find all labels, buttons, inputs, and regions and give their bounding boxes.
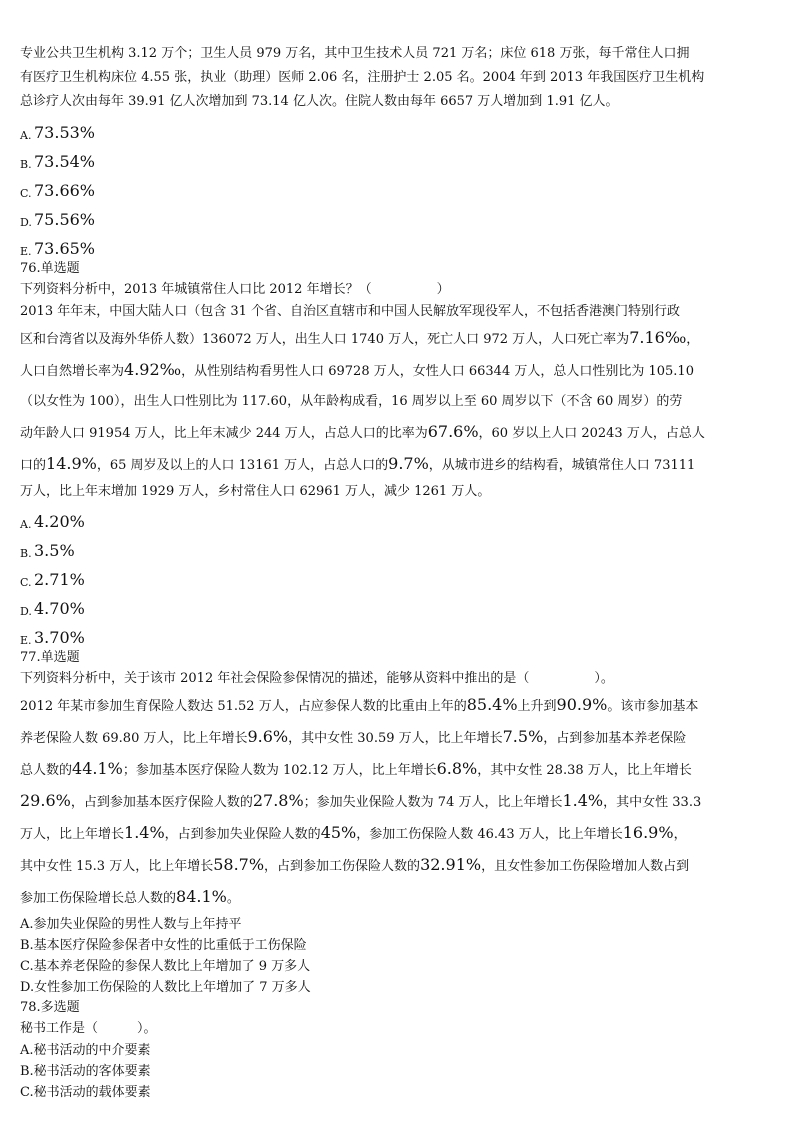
option-c[interactable]: C.秘书活动的载体要素: [20, 1085, 151, 1100]
q76-options: [20, 503, 780, 648]
option-e[interactable]: E. 3.70%: [20, 628, 85, 647]
passage-line: 总人数的44.1%；参加基本医疗保险人数为 102.12 万人，比上年增长6.8%，其中女性 28.38 万人，比上年增长: [20, 759, 692, 778]
q75-intro: [20, 42, 780, 114]
option-d[interactable]: D. 75.56%: [20, 210, 96, 229]
passage-line: （以女性为 100），出生人口性别比为 117.60，从年龄构成看，16 周岁以上至 60 周岁以下（不含 60 周岁）的劳: [20, 394, 683, 409]
intro-line: 有医疗卫生机构床位 4.55 张，执业（助理）医师 2.06 名，注册护士 2.05 名。2004 年到 2013 年我国医疗卫生机构: [20, 70, 705, 85]
passage-line: 参加工伤保险增长总人数的84.1%。: [20, 887, 240, 906]
passage-line: 人口自然增长率为4.92‰，从性别结构看男性人口 69728 万人，女性人口 66344 万人，总人口性别比为 105.10: [20, 360, 694, 379]
q75-options: [20, 114, 780, 259]
question-text: 秘书工作是（ ）。: [20, 1021, 157, 1036]
option-c[interactable]: C. 73.66%: [20, 181, 96, 200]
option-b[interactable]: B.秘书活动的客体要素: [20, 1064, 151, 1079]
passage-line: 其中女性 15.3 万人，比上年增长58.7%，占到参加工伤保险人数的32.91%，且女性参加工伤保险增加人数占到: [20, 855, 690, 874]
option-b[interactable]: B. 3.5%: [20, 541, 75, 560]
question-header: 78.多选题: [20, 1000, 80, 1015]
option-a[interactable]: A. 4.20%: [20, 512, 85, 531]
passage-line: 区和台湾省以及海外华侨人数）136072 万人，出生人口 1740 万人，死亡人口 972 万人，人口死亡率为7.16‰，: [20, 328, 700, 347]
question-header: 77.单选题: [20, 650, 80, 665]
option-a[interactable]: A. 73.53%: [20, 123, 96, 142]
option-b[interactable]: B. 73.54%: [20, 152, 96, 171]
question-76: [20, 259, 780, 648]
option-e[interactable]: E. 73.65%: [20, 239, 96, 258]
passage-line: 万人，比上年末增加 1929 万人，乡村常住人口 62961 万人，减少 1261 万人。: [20, 484, 491, 499]
page: [20, 42, 780, 1103]
passage-line: 养老保险人数 69.80 万人，比上年增长9.6%，其中女性 30.59 万人，比上年增长7.5%，占到参加基本养老保险: [20, 727, 687, 746]
q77-options: [20, 914, 780, 998]
option-c[interactable]: C. 2.71%: [20, 570, 85, 589]
question-text: 下列资料分析中，2013 年城镇常住人口比 2012 年增长？（ ）: [20, 282, 450, 297]
passage-line: 2012 年某市参加生育保险人数达 51.52 万人，占应参保人数的比重由上年的85.4%上升到90.9%。该市参加基本: [20, 695, 699, 714]
passage-line: 口的14.9%，65 周岁及以上的人口 13161 万人，占总人口的9.7%，从城市进乡的结构看，城镇常住人口 73111: [20, 454, 696, 473]
passage-line: 动年龄人口 91954 万人，比上年末减少 244 万人，占总人口的比率为67.6%，60 岁以上人口 20243 万人，占总人: [20, 422, 705, 441]
option-d[interactable]: D. 4.70%: [20, 599, 85, 618]
option-c[interactable]: C.基本养老保险的参保人数比上年增加了 9 万多人: [20, 959, 311, 974]
option-a[interactable]: A.参加失业保险的男性人数与上年持平: [20, 917, 242, 932]
question-header: 76.单选题: [20, 261, 80, 276]
question-78: [20, 998, 780, 1103]
passage-line: 29.6%，占到参加基本医疗保险人数的27.8%；参加失业保险人数为 74 万人，比上年增长1.4%，其中女性 33.3: [20, 791, 702, 810]
question-77: [20, 648, 780, 998]
option-d[interactable]: D.女性参加工伤保险的人数比上年增加了 7 万多人: [20, 980, 311, 995]
passage-line: 万人，比上年增长1.4%，占到参加失业保险人数的45%，参加工伤保险人数 46.43 万人，比上年增长16.9%，: [20, 823, 687, 842]
question-text: 下列资料分析中，关于该市 2012 年社会保险参保情况的描述，能够从资料中推出的是（ ）。: [20, 671, 614, 686]
intro-line: 总诊疗人次由每年 39.91 亿人次增加到 73.14 亿人次。住院人数由每年 6657 万人增加到 1.91 亿人。: [20, 94, 619, 109]
option-b[interactable]: B.基本医疗保险参保者中女性的比重低于工伤保险: [20, 938, 307, 953]
passage-line: 2013 年年末，中国大陆人口（包含 31 个省、自治区直辖市和中国人民解放军现役军人，不包括香港澳门特别行政: [20, 304, 681, 319]
intro-line: 专业公共卫生机构 3.12 万个；卫生人员 979 万名，其中卫生技术人员 721 万名；床位 618 万张，每千常住人口拥: [20, 46, 690, 61]
option-a[interactable]: A.秘书活动的中介要素: [20, 1043, 151, 1058]
